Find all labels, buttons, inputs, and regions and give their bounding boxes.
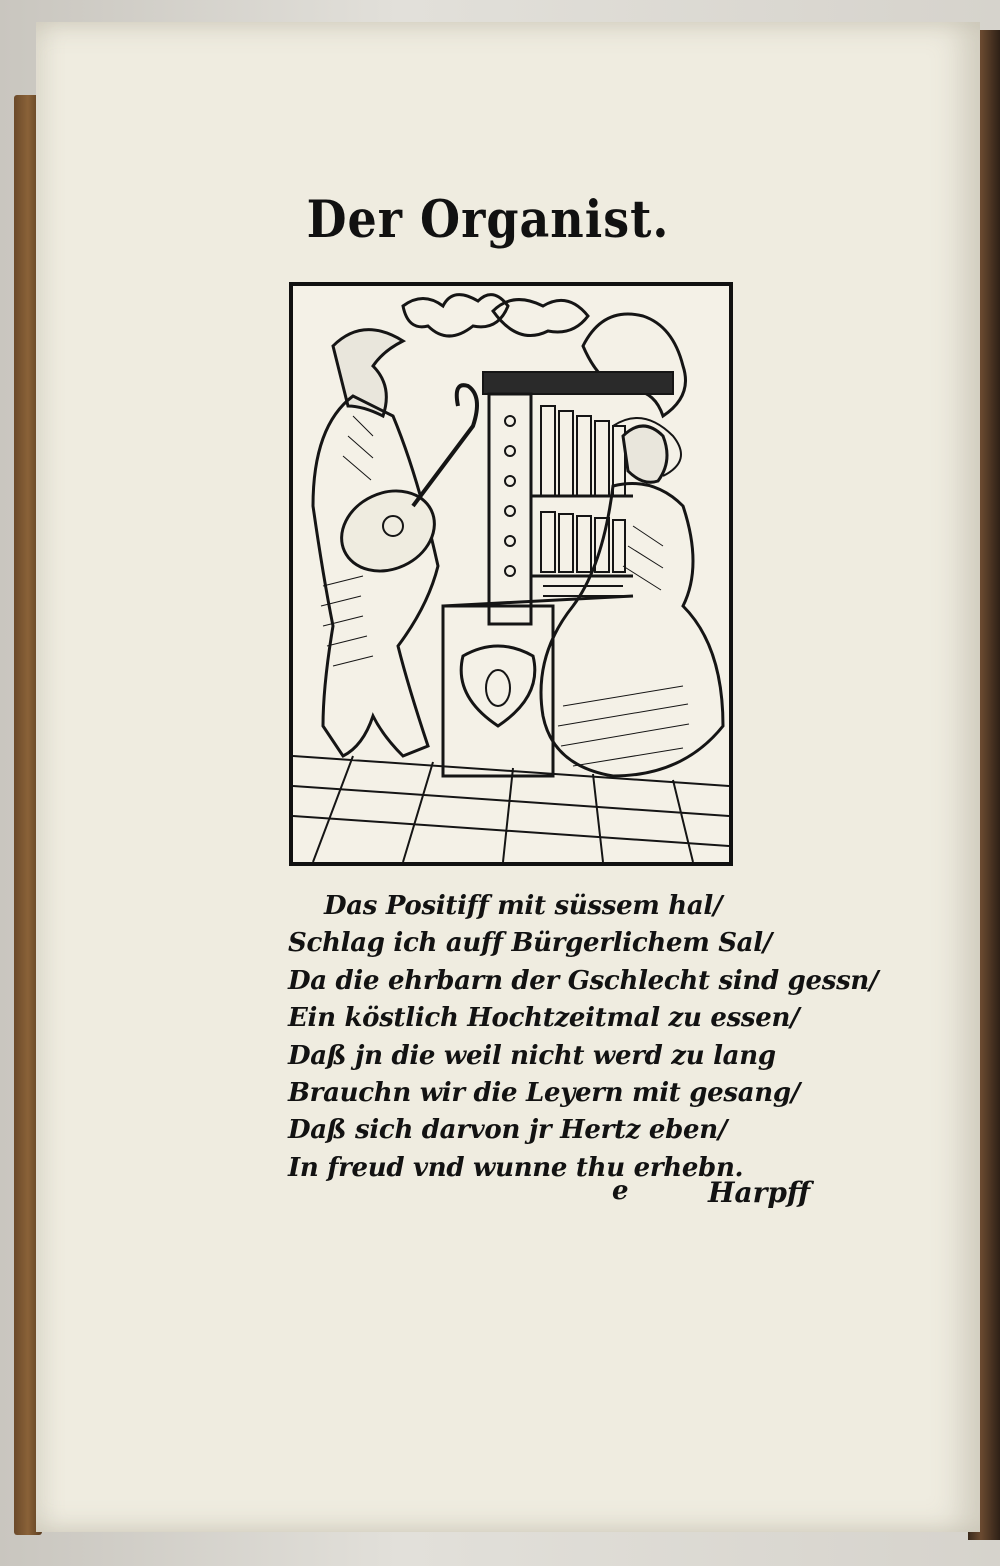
verse-line: Daß sich darvon jr Hertz eben/ <box>288 1115 728 1146</box>
verse-line: Das Positiff mit süssem hal/ <box>324 891 723 921</box>
verse-line: Da die ehrbarn der Gschlecht sind gessn/ <box>288 965 879 996</box>
signature-mark: e <box>612 1176 629 1206</box>
woodcut-organist-and-lute-player-icon <box>289 282 733 866</box>
verse-line: Daß jn die weil nicht werd zu lang <box>288 1040 776 1071</box>
catchword: Harpff <box>708 1176 811 1209</box>
verse-block <box>288 888 879 1187</box>
verse-line: In freud vnd wunne thu erhebn. <box>288 1152 744 1183</box>
verse-line: Schlag ich auff Bürgerlichem Sal/ <box>288 928 772 959</box>
page-title: Der Organist. <box>306 188 670 250</box>
verse-line: Ein köstlich Hochtzeitmal zu essen/ <box>288 1003 800 1034</box>
verse-line: Brauchn wir die Leyern mit gesang/ <box>288 1078 800 1109</box>
